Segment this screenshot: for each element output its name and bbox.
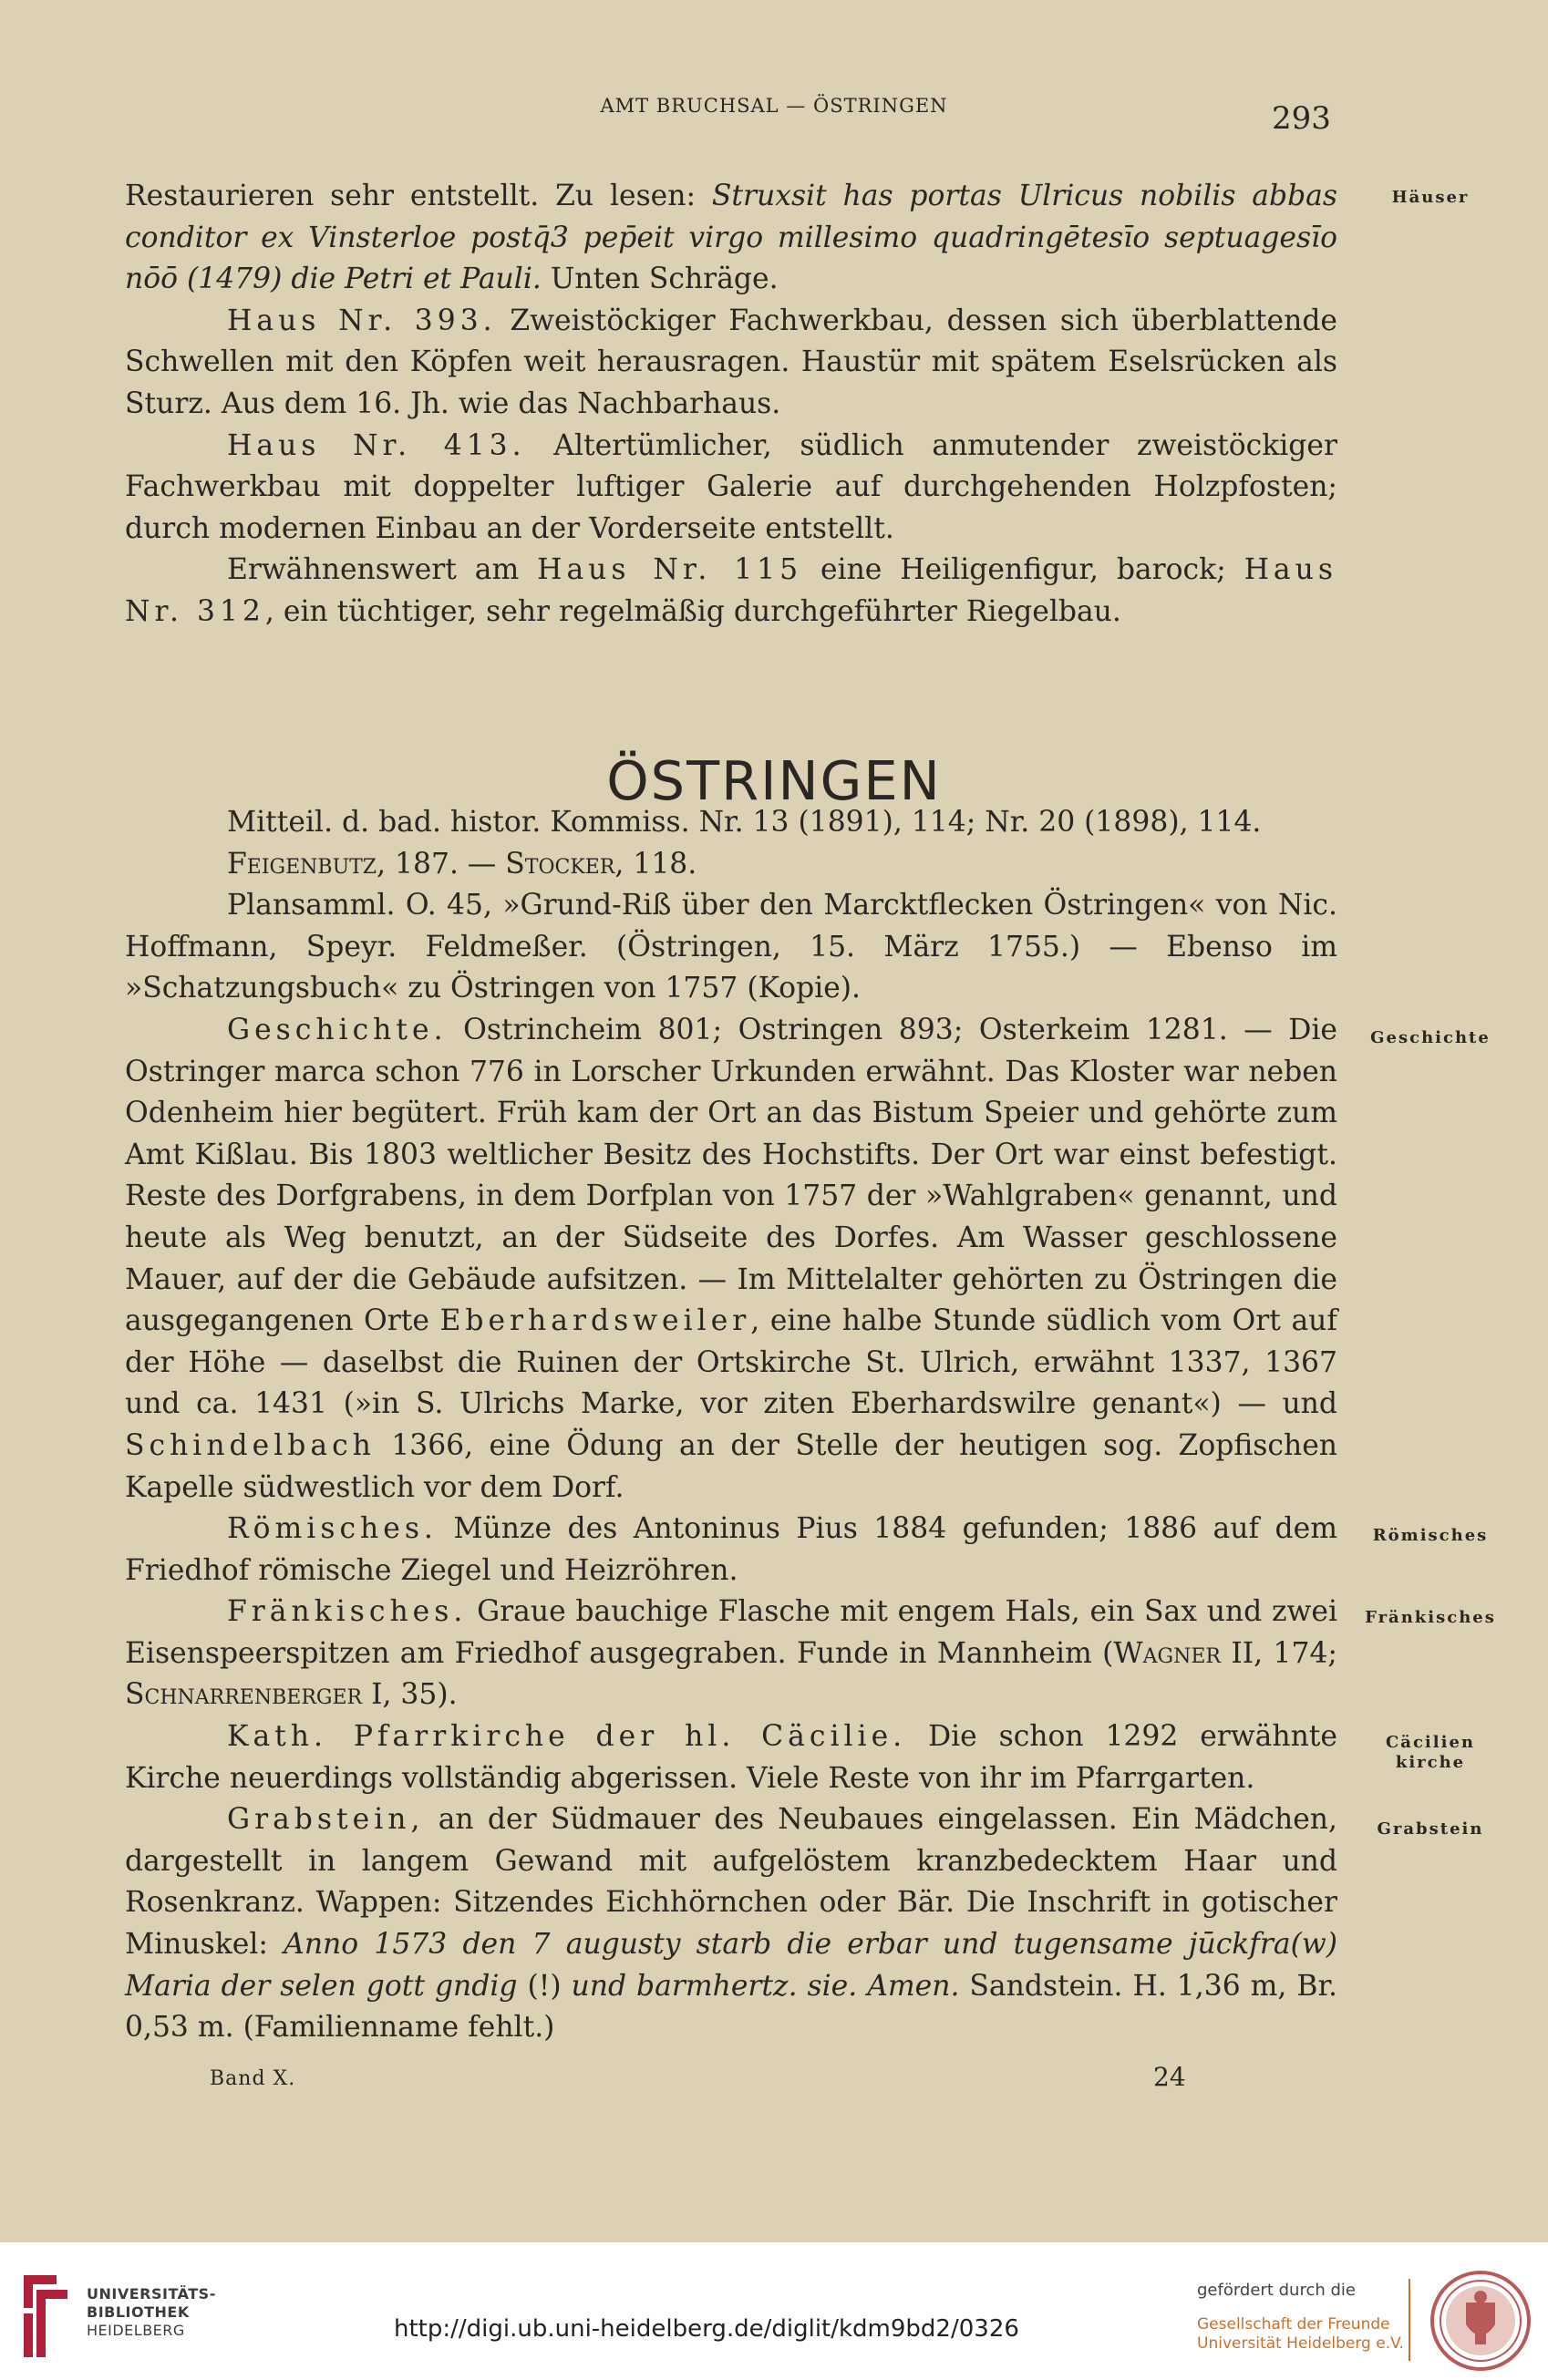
margin-note-geschichte: Geschichte xyxy=(1370,1028,1491,1047)
library-name-line: BIBLIOTHEK xyxy=(87,2303,190,2321)
page-number: 293 xyxy=(1272,100,1331,137)
text: Sandstein. H. 1,36 m, Br. 0,53 m. (Familienname fehlt.) xyxy=(125,1969,1337,2045)
sponsor-intro: gefördert durch die xyxy=(1197,2281,1356,2300)
margin-note-fraenkisches: Fränkisches xyxy=(1365,1608,1496,1627)
paragraph-fraenkisches xyxy=(125,1592,1337,1716)
section-label: Kath. Pfarrkirche der hl. Cäcilie. xyxy=(227,1720,907,1754)
text: Restaurieren sehr entstellt. Zu lesen: xyxy=(125,180,712,212)
text: eine Heiligenfigur, barock; xyxy=(802,553,1244,587)
section-label: Römisches. xyxy=(227,1512,438,1546)
permalink[interactable]: http://digi.ub.uni-heidelberg.de/diglit/kdm9bd2/0326 xyxy=(394,2315,1019,2343)
text: Unten Schräge. xyxy=(541,263,779,296)
main-section xyxy=(125,802,1337,2049)
section-heading: ÖSTRINGEN xyxy=(606,748,942,812)
section-label: Fränkisches. xyxy=(227,1595,468,1629)
inscription: und barmhertz. sie. Amen. xyxy=(571,1969,960,2003)
university-seal-icon xyxy=(1429,2270,1532,2372)
margin-note-line: kirche xyxy=(1395,1753,1466,1772)
band-label: Band X. xyxy=(210,2067,296,2090)
author-ref: Stocker xyxy=(505,847,615,881)
sponsor-name xyxy=(1197,2315,1404,2354)
paragraph-haus-413 xyxy=(125,426,1337,551)
literature-1: Mitteil. d. bad. histor. Kommiss. Nr. 13 (1891), 114; Nr. 20 (1898), 114. xyxy=(227,806,1262,839)
text: Die schon 1292 erwähnte Kirche neuerdings vollständig abgerissen. Viele Reste von ihr im Pfarrgarten. xyxy=(125,1720,1337,1795)
paragraph-inscription xyxy=(125,176,1337,301)
library-logo-icon xyxy=(20,2272,71,2361)
haus-label: Haus Nr. 413. xyxy=(227,428,526,462)
library-name-line: UNIVERSITÄTS- xyxy=(87,2285,216,2303)
sponsor-line: Gesellschaft der Freunde xyxy=(1197,2315,1390,2334)
sponsor-line: Universität Heidelberg e.V. xyxy=(1197,2334,1404,2353)
author-ref: Schnarrenberger xyxy=(125,1678,363,1712)
text: , 187. — xyxy=(377,847,506,881)
literature-2 xyxy=(125,844,1337,886)
section-label: Grabstein, xyxy=(227,1803,425,1837)
paragraph-roemisches xyxy=(125,1509,1337,1592)
haus-label: Haus Nr. 393. xyxy=(227,304,497,337)
margin-note-grabstein: Grabstein xyxy=(1377,1819,1484,1839)
literature-3: Plansamml. O. 45, »Grund-Riß über den Marcktflecken Östringen« von Nic. Hoffmann, Speyr. Feldmeßer. (Östringen, 15. März 1755.) — Ebenso im »Schatzungsbuch« zu Östringen von 1757 (Kopie). xyxy=(125,889,1337,1005)
text: , 118. xyxy=(614,847,697,881)
text: Altertümlicher, südlich anmutender zweistöckiger Fachwerkbau mit doppelter luftiger Galerie auf durchgehenden Holzpfosten; durch modernen Einbau an der Vorderseite entstellt. xyxy=(125,428,1337,545)
paragraph-kirche xyxy=(125,1716,1337,1799)
text: 1366, eine Ödung an der Stelle der heutigen sog. Zopfischen Kapelle südwestlich vor dem Dorf. xyxy=(125,1428,1337,1504)
text: II, 174; xyxy=(1220,1636,1337,1670)
digitization-footer xyxy=(0,2242,1548,2380)
text: Zweistöckiger Fachwerkbau, dessen sich überblattende Schwellen mit den Köpfen weit herausragen. Haustür mit spätem Eselsrücken als Sturz. Aus dem 16. Jh. wie das Nachbarhaus. xyxy=(125,304,1337,420)
margin-note-line: Cäcilien xyxy=(1385,1733,1475,1752)
text: Ostrincheim 801; Ostringen 893; Osterkeim 1281. — Die Ostringer marca schon 776 in Lorscher Urkunden erwähnt. Das Kloster war neben Odenheim hier begütert. Früh kam der Ort an das Bistum Speier und gehörte zum Amt Kißlau. Bis 1803 weltlicher Besitz des Hochstifts. Der Ort war einst befestigt. Reste des Dorfgrabens, in dem Dorfplan von 1757 der »Wahlgraben« genannt, und heute als Weg benutzt, an der Südseite des Dorfes. Am Wasser geschlossene Mauer, auf der die Gebäude aufsitzen. — Im Mittelalter gehörten zu Östringen die ausgegangenen Orte xyxy=(125,1013,1337,1338)
margin-note-roemisches: Römisches xyxy=(1372,1526,1489,1545)
section-label: Geschichte. xyxy=(227,1013,448,1046)
haus-label: Haus Nr. 312 xyxy=(125,553,1337,628)
inscription: Anno 1573 den 7 augusty starb die erbar und tugensame jūckfra(w) Maria der selen gott gndig xyxy=(125,1928,1338,2003)
library-name-line: HEIDELBERG xyxy=(87,2322,185,2339)
margin-note-caecilienkirche xyxy=(1344,1733,1517,1773)
text: I, 35). xyxy=(362,1678,458,1712)
divider xyxy=(1409,2279,1410,2361)
paragraph-haus-393 xyxy=(125,301,1337,426)
inscription: Struxsit has portas Ulricus nobilis abbas conditor ex Vinsterloe postq̄3 pep̄eit virgo millesimo quadringētesīo septuagesīo nōō (1479) die Petri et Pauli. xyxy=(125,180,1337,296)
library-name xyxy=(87,2285,216,2340)
signature-mark: 24 xyxy=(1153,2062,1186,2092)
author-ref: Feigenbutz xyxy=(227,847,377,881)
paragraph-erwaehnenswert xyxy=(125,550,1337,633)
text: Graue bauchige Flasche mit engem Hals, ein Sax und zwei Eisenspeerspitzen am Friedhof ausgegraben. Funde in Mannheim ( xyxy=(125,1595,1337,1670)
text: Erwähnenswert am xyxy=(227,553,538,587)
text: Münze des Antoninus Pius 1884 gefunden; 1886 auf dem Friedhof römische Ziegel und Heizröhren. xyxy=(125,1512,1337,1587)
haus-label: Haus Nr. 115 xyxy=(537,553,803,587)
text: , ein tüchtiger, sehr regelmäßig durchgeführter Riegelbau. xyxy=(264,594,1121,628)
text: an der Südmauer des Neubaues eingelassen. Ein Mädchen, dargestellt in langem Gewand mit aufgelöstem kranzbedecktem Haar und Rosenkranz. Wappen: Sitzendes Eichhörnchen oder Bär. Die Inschrift in gotischer Minuskel: xyxy=(125,1803,1337,1962)
paragraph-geschichte xyxy=(125,1010,1337,1509)
margin-note-haeuser: Häuser xyxy=(1391,188,1470,207)
author-ref: Wagner xyxy=(1113,1636,1221,1670)
text: , eine halbe Stunde südlich vom Ort auf der Höhe — daselbst die Ruinen der Ortskirche St. Ulrich, erwähnt 1337, 1367 und ca. 1431 (»in S. Ulrichs Marke, vor ziten Eberhardswilre genant«) — und xyxy=(125,1304,1337,1421)
running-title: AMT BRUCHSAL — ÖSTRINGEN xyxy=(600,95,948,117)
paragraph-grabstein xyxy=(125,1799,1337,2049)
place-name: Schindelbach xyxy=(125,1428,376,1462)
top-section xyxy=(125,176,1337,634)
text: (!) xyxy=(517,1969,572,2003)
place-name: Eberhardsweiler xyxy=(439,1304,751,1338)
